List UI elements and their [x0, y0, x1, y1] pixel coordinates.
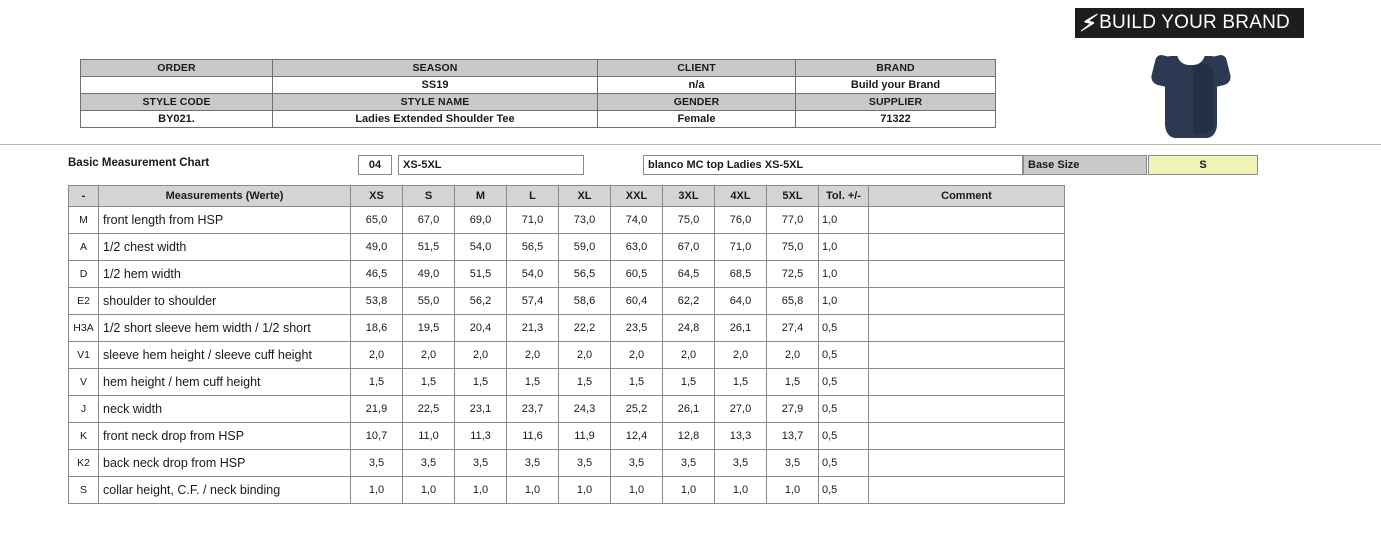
- table-row: [81, 77, 996, 94]
- section-divider: [0, 144, 1381, 145]
- cell-4xl[interactable]: 13,3: [715, 423, 767, 450]
- header-value-style-code[interactable]: BY021.: [81, 111, 273, 128]
- header-label-style-name: STYLE NAME: [273, 94, 598, 111]
- column-header-xxl: XXL: [611, 186, 663, 207]
- table-row: [81, 60, 996, 77]
- row-description: front length from HSP: [99, 207, 351, 234]
- cell-5xl[interactable]: 65,8: [767, 288, 819, 315]
- row-code: M: [69, 207, 99, 234]
- cell-comment[interactable]: [869, 423, 1065, 450]
- tshirt-illustration: [1153, 44, 1229, 140]
- header-value-supplier[interactable]: 71322: [796, 111, 996, 128]
- cell-m[interactable]: 51,5: [455, 261, 507, 288]
- cell-m[interactable]: 54,0: [455, 234, 507, 261]
- table-row: [69, 288, 1065, 315]
- cell-m[interactable]: 1,5: [455, 369, 507, 396]
- row-description: shoulder to shoulder: [99, 288, 351, 315]
- row-code: J: [69, 396, 99, 423]
- cell-xs[interactable]: 1,0: [351, 477, 403, 504]
- cell-xl[interactable]: 2,0: [559, 342, 611, 369]
- cell-3xl[interactable]: 64,5: [663, 261, 715, 288]
- row-description: 1/2 hem width: [99, 261, 351, 288]
- cell-xs[interactable]: 49,0: [351, 234, 403, 261]
- brand-block: [1075, 8, 1315, 138]
- cell-s[interactable]: 67,0: [403, 207, 455, 234]
- cell-xs[interactable]: 2,0: [351, 342, 403, 369]
- row-code: D: [69, 261, 99, 288]
- cell-3xl[interactable]: 75,0: [663, 207, 715, 234]
- page-title: Basic Measurement Chart: [68, 157, 210, 169]
- row-code: E2: [69, 288, 99, 315]
- table-row: [69, 477, 1065, 504]
- order-info-table: [80, 59, 996, 128]
- cell-4xl[interactable]: 3,5: [715, 450, 767, 477]
- cell-4xl[interactable]: 2,0: [715, 342, 767, 369]
- cell-xs[interactable]: 1,5: [351, 369, 403, 396]
- cell-tolerance[interactable]: 1,0: [819, 261, 869, 288]
- cell-xs[interactable]: 21,9: [351, 396, 403, 423]
- table-row: [69, 423, 1065, 450]
- size-range-input[interactable]: XS-5XL: [398, 155, 584, 175]
- cell-xxl[interactable]: 12,4: [611, 423, 663, 450]
- cell-l[interactable]: 1,0: [507, 477, 559, 504]
- brand-logo: [1075, 8, 1304, 38]
- cell-comment[interactable]: [869, 396, 1065, 423]
- cell-xxl[interactable]: 3,5: [611, 450, 663, 477]
- cell-tolerance[interactable]: 0,5: [819, 423, 869, 450]
- cell-xxl[interactable]: 63,0: [611, 234, 663, 261]
- cell-tolerance[interactable]: 0,5: [819, 342, 869, 369]
- cell-s[interactable]: 3,5: [403, 450, 455, 477]
- cell-5xl[interactable]: 72,5: [767, 261, 819, 288]
- cell-l[interactable]: 2,0: [507, 342, 559, 369]
- header-label-gender: GENDER: [598, 94, 796, 111]
- cell-xl[interactable]: 24,3: [559, 396, 611, 423]
- chart-number-input[interactable]: 04: [358, 155, 392, 175]
- cell-comment[interactable]: [869, 288, 1065, 315]
- cell-tolerance[interactable]: 1,0: [819, 288, 869, 315]
- header-value-season[interactable]: SS19: [273, 77, 598, 94]
- cell-xxl[interactable]: 1,5: [611, 369, 663, 396]
- row-description: sleeve hem height / sleeve cuff height: [99, 342, 351, 369]
- table-row: [69, 396, 1065, 423]
- cell-m[interactable]: 69,0: [455, 207, 507, 234]
- cell-xl[interactable]: 56,5: [559, 261, 611, 288]
- table-header-row: [69, 186, 1065, 207]
- cell-s[interactable]: 22,5: [403, 396, 455, 423]
- cell-s[interactable]: 1,0: [403, 477, 455, 504]
- cell-l[interactable]: 21,3: [507, 315, 559, 342]
- header-value-brand[interactable]: Build your Brand: [796, 77, 996, 94]
- column-header-5xl: 5XL: [767, 186, 819, 207]
- table-row: [81, 94, 996, 111]
- cell-tolerance[interactable]: 0,5: [819, 315, 869, 342]
- cell-3xl[interactable]: 26,1: [663, 396, 715, 423]
- table-row: [81, 111, 996, 128]
- cell-5xl[interactable]: 3,5: [767, 450, 819, 477]
- table-row: [69, 207, 1065, 234]
- column-header-xs: XS: [351, 186, 403, 207]
- row-description: 1/2 chest width: [99, 234, 351, 261]
- cell-3xl[interactable]: 2,0: [663, 342, 715, 369]
- cell-3xl[interactable]: 24,8: [663, 315, 715, 342]
- cell-s[interactable]: 2,0: [403, 342, 455, 369]
- cell-xxl[interactable]: 23,5: [611, 315, 663, 342]
- lightning-bolt-icon: ⚡︎: [1078, 9, 1101, 36]
- row-code: S: [69, 477, 99, 504]
- cell-s[interactable]: 19,5: [403, 315, 455, 342]
- cell-4xl[interactable]: 71,0: [715, 234, 767, 261]
- column-header-code: -: [69, 186, 99, 207]
- cell-5xl[interactable]: 27,4: [767, 315, 819, 342]
- cell-s[interactable]: 1,5: [403, 369, 455, 396]
- cell-m[interactable]: 23,1: [455, 396, 507, 423]
- header-label-style-code: STYLE CODE: [81, 94, 273, 111]
- cell-3xl[interactable]: 1,5: [663, 369, 715, 396]
- cell-4xl[interactable]: 27,0: [715, 396, 767, 423]
- cell-5xl[interactable]: 75,0: [767, 234, 819, 261]
- cell-xxl[interactable]: 1,0: [611, 477, 663, 504]
- cell-m[interactable]: 11,3: [455, 423, 507, 450]
- column-header-m: M: [455, 186, 507, 207]
- row-code: H3A: [69, 315, 99, 342]
- cell-xs[interactable]: 18,6: [351, 315, 403, 342]
- header-label-client: CLIENT: [598, 60, 796, 77]
- header-label-season: SEASON: [273, 60, 598, 77]
- cell-xs[interactable]: 3,5: [351, 450, 403, 477]
- cell-5xl[interactable]: 77,0: [767, 207, 819, 234]
- cell-l[interactable]: 1,5: [507, 369, 559, 396]
- cell-tolerance[interactable]: 0,5: [819, 369, 869, 396]
- cell-l[interactable]: 56,5: [507, 234, 559, 261]
- row-description: front neck drop from HSP: [99, 423, 351, 450]
- measurement-chart-controls: [68, 155, 1328, 175]
- column-header-xl: XL: [559, 186, 611, 207]
- cell-comment[interactable]: [869, 450, 1065, 477]
- header-value-gender[interactable]: Female: [598, 111, 796, 128]
- table-row: [69, 369, 1065, 396]
- cell-xl[interactable]: 11,9: [559, 423, 611, 450]
- header-value-order[interactable]: [81, 77, 273, 94]
- cell-4xl[interactable]: 68,5: [715, 261, 767, 288]
- base-size-label: Base Size: [1023, 155, 1147, 175]
- cell-xxl[interactable]: 60,4: [611, 288, 663, 315]
- cell-3xl[interactable]: 1,0: [663, 477, 715, 504]
- cell-xl[interactable]: 22,2: [559, 315, 611, 342]
- cell-s[interactable]: 51,5: [403, 234, 455, 261]
- column-header-tolerance: Tol. +/-: [819, 186, 869, 207]
- row-code: V: [69, 369, 99, 396]
- cell-comment[interactable]: [869, 234, 1065, 261]
- cell-xxl[interactable]: 25,2: [611, 396, 663, 423]
- cell-3xl[interactable]: 12,8: [663, 423, 715, 450]
- cell-4xl[interactable]: 26,1: [715, 315, 767, 342]
- cell-comment[interactable]: [869, 315, 1065, 342]
- cell-m[interactable]: 3,5: [455, 450, 507, 477]
- cell-comment[interactable]: [869, 477, 1065, 504]
- cell-5xl[interactable]: 2,0: [767, 342, 819, 369]
- cell-l[interactable]: 11,6: [507, 423, 559, 450]
- cell-m[interactable]: 20,4: [455, 315, 507, 342]
- cell-4xl[interactable]: 76,0: [715, 207, 767, 234]
- cell-tolerance[interactable]: 1,0: [819, 207, 869, 234]
- cell-xl[interactable]: 1,5: [559, 369, 611, 396]
- cell-tolerance[interactable]: 1,0: [819, 234, 869, 261]
- cell-xl[interactable]: 59,0: [559, 234, 611, 261]
- cell-xl[interactable]: 58,6: [559, 288, 611, 315]
- brand-logo-text: BUILD YOUR BRAND: [1099, 12, 1290, 33]
- cell-4xl[interactable]: 64,0: [715, 288, 767, 315]
- base-size-value[interactable]: S: [1148, 155, 1258, 175]
- measurement-table: [68, 185, 1065, 504]
- cell-xxl[interactable]: 74,0: [611, 207, 663, 234]
- cell-xs[interactable]: 46,5: [351, 261, 403, 288]
- cell-tolerance[interactable]: 0,5: [819, 450, 869, 477]
- row-code: V1: [69, 342, 99, 369]
- column-header-s: S: [403, 186, 455, 207]
- cell-m[interactable]: 1,0: [455, 477, 507, 504]
- cell-xl[interactable]: 3,5: [559, 450, 611, 477]
- cell-s[interactable]: 49,0: [403, 261, 455, 288]
- cell-s[interactable]: 11,0: [403, 423, 455, 450]
- cell-5xl[interactable]: 1,0: [767, 477, 819, 504]
- table-row: [69, 450, 1065, 477]
- table-row: [69, 315, 1065, 342]
- column-header-3xl: 3XL: [663, 186, 715, 207]
- cell-l[interactable]: 54,0: [507, 261, 559, 288]
- cell-xl[interactable]: 73,0: [559, 207, 611, 234]
- cell-tolerance[interactable]: 0,5: [819, 396, 869, 423]
- cell-xs[interactable]: 65,0: [351, 207, 403, 234]
- cell-xxl[interactable]: 60,5: [611, 261, 663, 288]
- table-row: [69, 261, 1065, 288]
- cell-s[interactable]: 55,0: [403, 288, 455, 315]
- style-description-input[interactable]: blanco MC top Ladies XS-5XL: [643, 155, 1023, 175]
- row-description: neck width: [99, 396, 351, 423]
- row-code: A: [69, 234, 99, 261]
- column-header-4xl: 4XL: [715, 186, 767, 207]
- cell-xl[interactable]: 1,0: [559, 477, 611, 504]
- tshirt-shading: [1193, 64, 1213, 134]
- cell-3xl[interactable]: 62,2: [663, 288, 715, 315]
- cell-l[interactable]: 57,4: [507, 288, 559, 315]
- header-label-order: ORDER: [81, 60, 273, 77]
- column-header-comment: Comment: [869, 186, 1065, 207]
- table-row: [69, 342, 1065, 369]
- row-description: 1/2 short sleeve hem width / 1/2 short: [99, 315, 351, 342]
- row-description: collar height, C.F. / neck binding: [99, 477, 351, 504]
- cell-xs[interactable]: 53,8: [351, 288, 403, 315]
- cell-comment[interactable]: [869, 369, 1065, 396]
- header-label-brand: BRAND: [796, 60, 996, 77]
- column-header-measure: Measurements (Werte): [99, 186, 351, 207]
- cell-4xl[interactable]: 1,0: [715, 477, 767, 504]
- cell-4xl[interactable]: 1,5: [715, 369, 767, 396]
- cell-comment[interactable]: [869, 261, 1065, 288]
- header-value-client[interactable]: n/a: [598, 77, 796, 94]
- cell-xxl[interactable]: 2,0: [611, 342, 663, 369]
- header-value-style-name[interactable]: Ladies Extended Shoulder Tee: [273, 111, 598, 128]
- column-header-l: L: [507, 186, 559, 207]
- header-label-supplier: SUPPLIER: [796, 94, 996, 111]
- table-row: [69, 234, 1065, 261]
- cell-l[interactable]: 3,5: [507, 450, 559, 477]
- cell-tolerance[interactable]: 0,5: [819, 477, 869, 504]
- row-description: hem height / hem cuff height: [99, 369, 351, 396]
- cell-xs[interactable]: 10,7: [351, 423, 403, 450]
- cell-3xl[interactable]: 67,0: [663, 234, 715, 261]
- cell-3xl[interactable]: 3,5: [663, 450, 715, 477]
- cell-l[interactable]: 71,0: [507, 207, 559, 234]
- row-code: K: [69, 423, 99, 450]
- cell-5xl[interactable]: 27,9: [767, 396, 819, 423]
- row-code: K2: [69, 450, 99, 477]
- row-description: back neck drop from HSP: [99, 450, 351, 477]
- cell-comment[interactable]: [869, 342, 1065, 369]
- cell-m[interactable]: 2,0: [455, 342, 507, 369]
- cell-comment[interactable]: [869, 207, 1065, 234]
- cell-5xl[interactable]: 13,7: [767, 423, 819, 450]
- cell-l[interactable]: 23,7: [507, 396, 559, 423]
- cell-5xl[interactable]: 1,5: [767, 369, 819, 396]
- cell-m[interactable]: 56,2: [455, 288, 507, 315]
